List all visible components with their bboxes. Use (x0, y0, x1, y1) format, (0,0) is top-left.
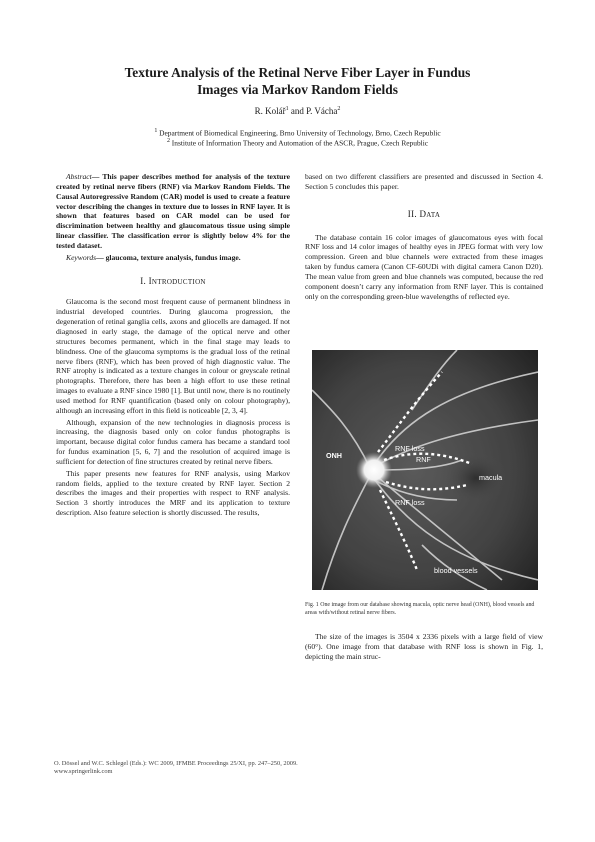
label-rnf-loss-top: RNF loss (395, 444, 425, 453)
footer-url[interactable]: www.springerlink.com (54, 768, 113, 776)
section-1-first-letter: I (148, 275, 152, 286)
image-size-paragraph: The size of the images is 3504 x 2336 pixels with a large field of view (60°). One image from that database with RNF loss is shown in Fig. 1, depicting the main struc- (305, 632, 543, 661)
section-heading-data (305, 210, 543, 221)
label-rnf-loss-bottom: RNF loss (395, 498, 425, 507)
right-column-after-figure (305, 632, 543, 664)
affiliation-2-text: Institute of Information Theory and Automation of the ASCR, Prague, Czech Republic (169, 138, 429, 148)
section-2-number: II. (407, 208, 420, 219)
authors (60, 106, 535, 116)
intro-paragraph-2: Although, expansion of the new technologies in diagnosis process is increasing, the diagnosis based only on color fundus photographs is important, because digital color fundus camera has became a standard tool for fundus examination [5, 6, 7] and the resolution of acquired image is sufficient for detection of fine structures created by retinal nerve fibers. (56, 417, 290, 466)
title-line-2: Images via Markov Random Fields (197, 82, 398, 97)
author-2: P. Vácha (306, 106, 338, 116)
author-1-sup: 1 (285, 106, 289, 112)
fundus-figure (312, 350, 538, 590)
section-2-first-letter: D (419, 208, 427, 219)
section-1-number: I. (140, 275, 149, 286)
keywords-label: Keywords (66, 252, 97, 262)
fundus-image (312, 350, 538, 590)
paper-title (60, 64, 535, 98)
right-column (305, 172, 543, 303)
label-rnf: RNF (416, 455, 431, 464)
footer (54, 760, 298, 777)
keywords (56, 253, 290, 263)
affiliation-2-sup: 2 (166, 138, 170, 144)
label-blood-vessels: blood vessels (434, 566, 478, 575)
affiliation-1-text: Department of Biomedical Engineering, Brno University of Technology, Brno, Czech Republic (157, 128, 441, 138)
section-2-rest: ATA (426, 210, 441, 219)
figure-caption: Fig. 1 One image from our database showing macula, optic nerve head (ONH), blood vessels and areas with/without retinal nerve fibers. (305, 602, 535, 616)
keywords-text: — glaucoma, texture analysis, fundus image. (96, 252, 241, 262)
author-1: R. Kolář (254, 106, 286, 116)
data-paragraph: The database contain 16 color images of glaucomatous eyes with focal RNF loss and 14 color images of healthy eyes in JPEG format with very low compression. Green and blue channels were extracted from these images taken by fundus camera (Canon CF-60UDi with digital camera Canon D20). The mean value from green and blue channels was computed, because the red component doesn’t carry any information from RNF layer. This is contained only on the corresponding green-blue wavelengths of reflected eye. (305, 232, 543, 301)
author-and: and (288, 106, 307, 116)
author-2-sup: 2 (337, 106, 341, 112)
title-line-1: Texture Analysis of the Retinal Nerve Fiber Layer in Fundus (124, 65, 471, 80)
affiliation-2 (60, 137, 535, 147)
results-continuation: based on two different classifiers are presented and discussed in Section 4. Section 5 concludes this paper. (305, 172, 543, 191)
affiliation-1 (60, 127, 535, 137)
affiliation-1-sup: 1 (154, 128, 158, 134)
abstract-text: — This paper describes method for analysis of the texture created by retinal nerve fibers (RNF) via Markov Random Fields. The Causal Autoregressive Random (CAR) model is used to create a feature vector describing the changes in texture due to losses in RNF layer. It is shown that features based on CAR model can be used for discrimination between healthy and glaucomatous tissue using simple linear classifier. The classification error is slightly below 4% for the tested dataset. (56, 172, 290, 250)
intro-paragraph-1: Glaucoma is the second most frequent cause of permanent blindness in industrial developed countries. During glaucoma progression, the degeneration of retinal ganglia cells, axons and gliocells are damaged. If not diagnosed in early stage, the damage of the optical nerve and other structures becomes permanent, which in the final stage may leads to blindness. One of the glaucoma symptoms is the gradual loss of the retinal nerve fibers (RNF), which has been proved of high diagnostic value. The RNF atrophy is indicated as a texture changes in colour or greyscale retinal photographs. Therefore, there has been a high effort to use these retinal images to evaluate a RNF since 1980 [1]. But until now, there is no routinely used method for RNF quantification (based only on colour photography), although an increasing effort in this field is noticeable [2, 3, 4]. (56, 297, 290, 415)
abstract-label: Abstract (66, 172, 92, 181)
section-heading-introduction (56, 277, 290, 288)
left-column (56, 172, 290, 520)
abstract (56, 172, 290, 251)
label-macula: macula (479, 473, 503, 482)
intro-paragraph-3: This paper presents new features for RNF analysis, using Markov random fields, applied to the texture created by RNF layer. Section 2 describes the images and their properties with respect to RNF analysis. Section 3 shortly introduces the MRF and its application to texture description. Also feature selection is shortly discussed. The results, (56, 468, 290, 518)
footer-citation: O. Dössel and W.C. Schlegel (Eds.): WC 2009, IFMBE Proceedings 25/XI, pp. 247–250, 2009. (54, 760, 298, 767)
label-onh: ONH (326, 451, 342, 460)
section-1-rest: NTRODUCTION (151, 277, 206, 286)
